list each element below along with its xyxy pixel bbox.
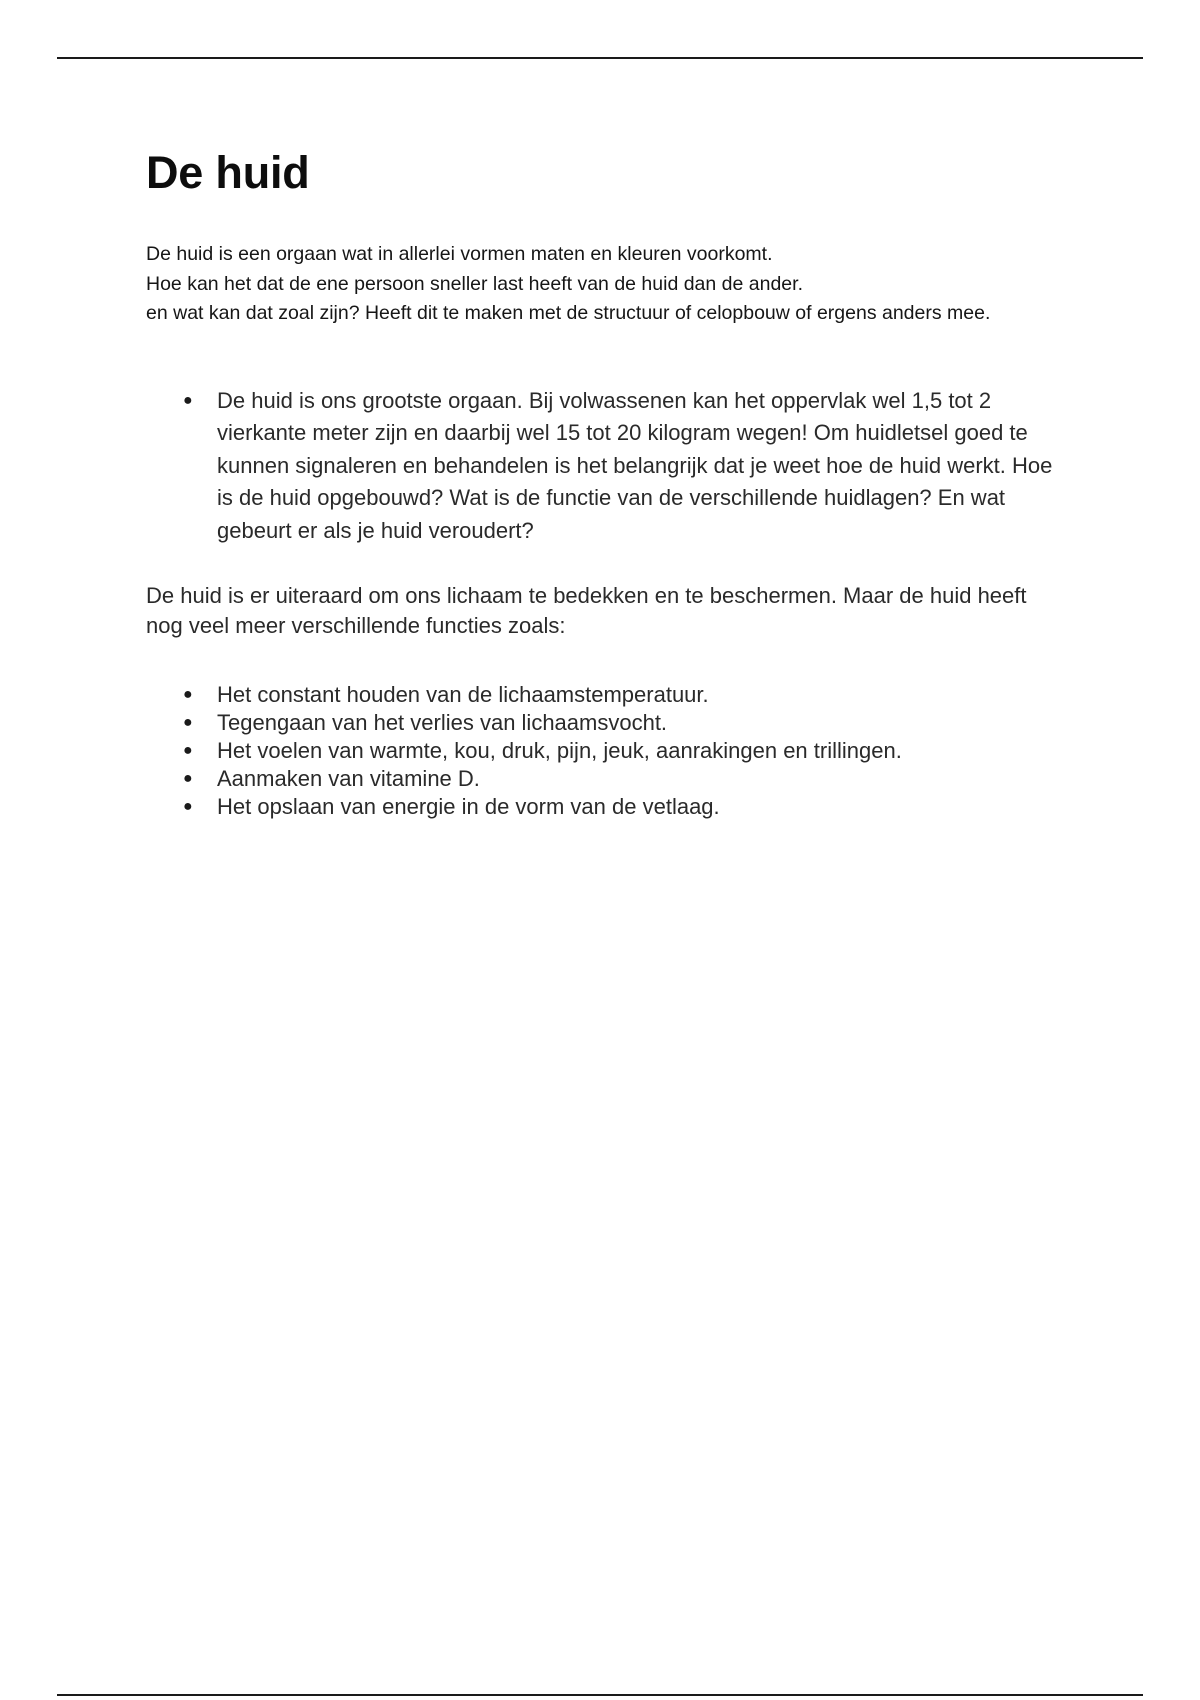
list-item [146, 765, 1066, 793]
list-item [146, 793, 1066, 821]
bullet-icon: ● [183, 742, 193, 759]
list-item-text: Tegengaan van het verlies van lichaamsvocht. [217, 710, 668, 735]
intro-line: en wat kan dat zoal zijn? Heeft dit te maken met de structuur of celopbouw of ergens anders mee. [146, 302, 991, 324]
functions-intro-paragraph: De huid is er uiteraard om ons lichaam te bedekken en te beschermen. Maar de huid heeft nog veel meer verschillende functies zoals: [146, 583, 1027, 638]
list-item [146, 737, 1066, 765]
intro-paragraph [146, 240, 1066, 329]
top-rule [57, 57, 1143, 59]
list-item [146, 709, 1066, 737]
list-item-text: Het voelen van warmte, kou, druk, pijn, jeuk, aanrakingen en trillingen. [217, 738, 902, 763]
list-item [146, 681, 1066, 709]
skin-facts-list [146, 385, 1066, 548]
skin-functions-list [146, 681, 1066, 821]
intro-line: Hoe kan het dat de ene persoon sneller last heeft van de huid dan de ander. [146, 272, 803, 295]
list-item-text: Het opslaan van energie in de vorm van de vetlaag. [217, 794, 720, 819]
bottom-rule [57, 1694, 1143, 1696]
list-item-text: Het constant houden van de lichaamstemperatuur. [217, 682, 709, 707]
page-title: De huid [146, 147, 310, 198]
document-body [146, 140, 1066, 821]
list-item-text: De huid is ons grootste orgaan. Bij volwassenen kan het oppervlak wel 1,5 tot 2 vierkante meter zijn en daarbij wel 15 tot 20 kilogram wegen! Om huidletsel goed te kunnen signaleren en behandelen is het belangrijk dat je weet hoe de huid werkt. Hoe is de huid opgebouwd? Wat is de functie van de verschillende huidlagen? En wat gebeurt er als je huid veroudert? [217, 387, 1053, 543]
bullet-icon: ● [183, 798, 193, 815]
bullet-icon: ● [183, 391, 193, 409]
intro-line: De huid is een orgaan wat in allerlei vormen maten en kleuren voorkomt. [146, 243, 773, 265]
list-item [146, 385, 1066, 548]
bullet-icon: ● [183, 770, 193, 787]
list-item-text: Aanmaken van vitamine D. [217, 766, 480, 791]
bullet-icon: ● [183, 714, 193, 731]
bullet-icon: ● [183, 686, 193, 703]
